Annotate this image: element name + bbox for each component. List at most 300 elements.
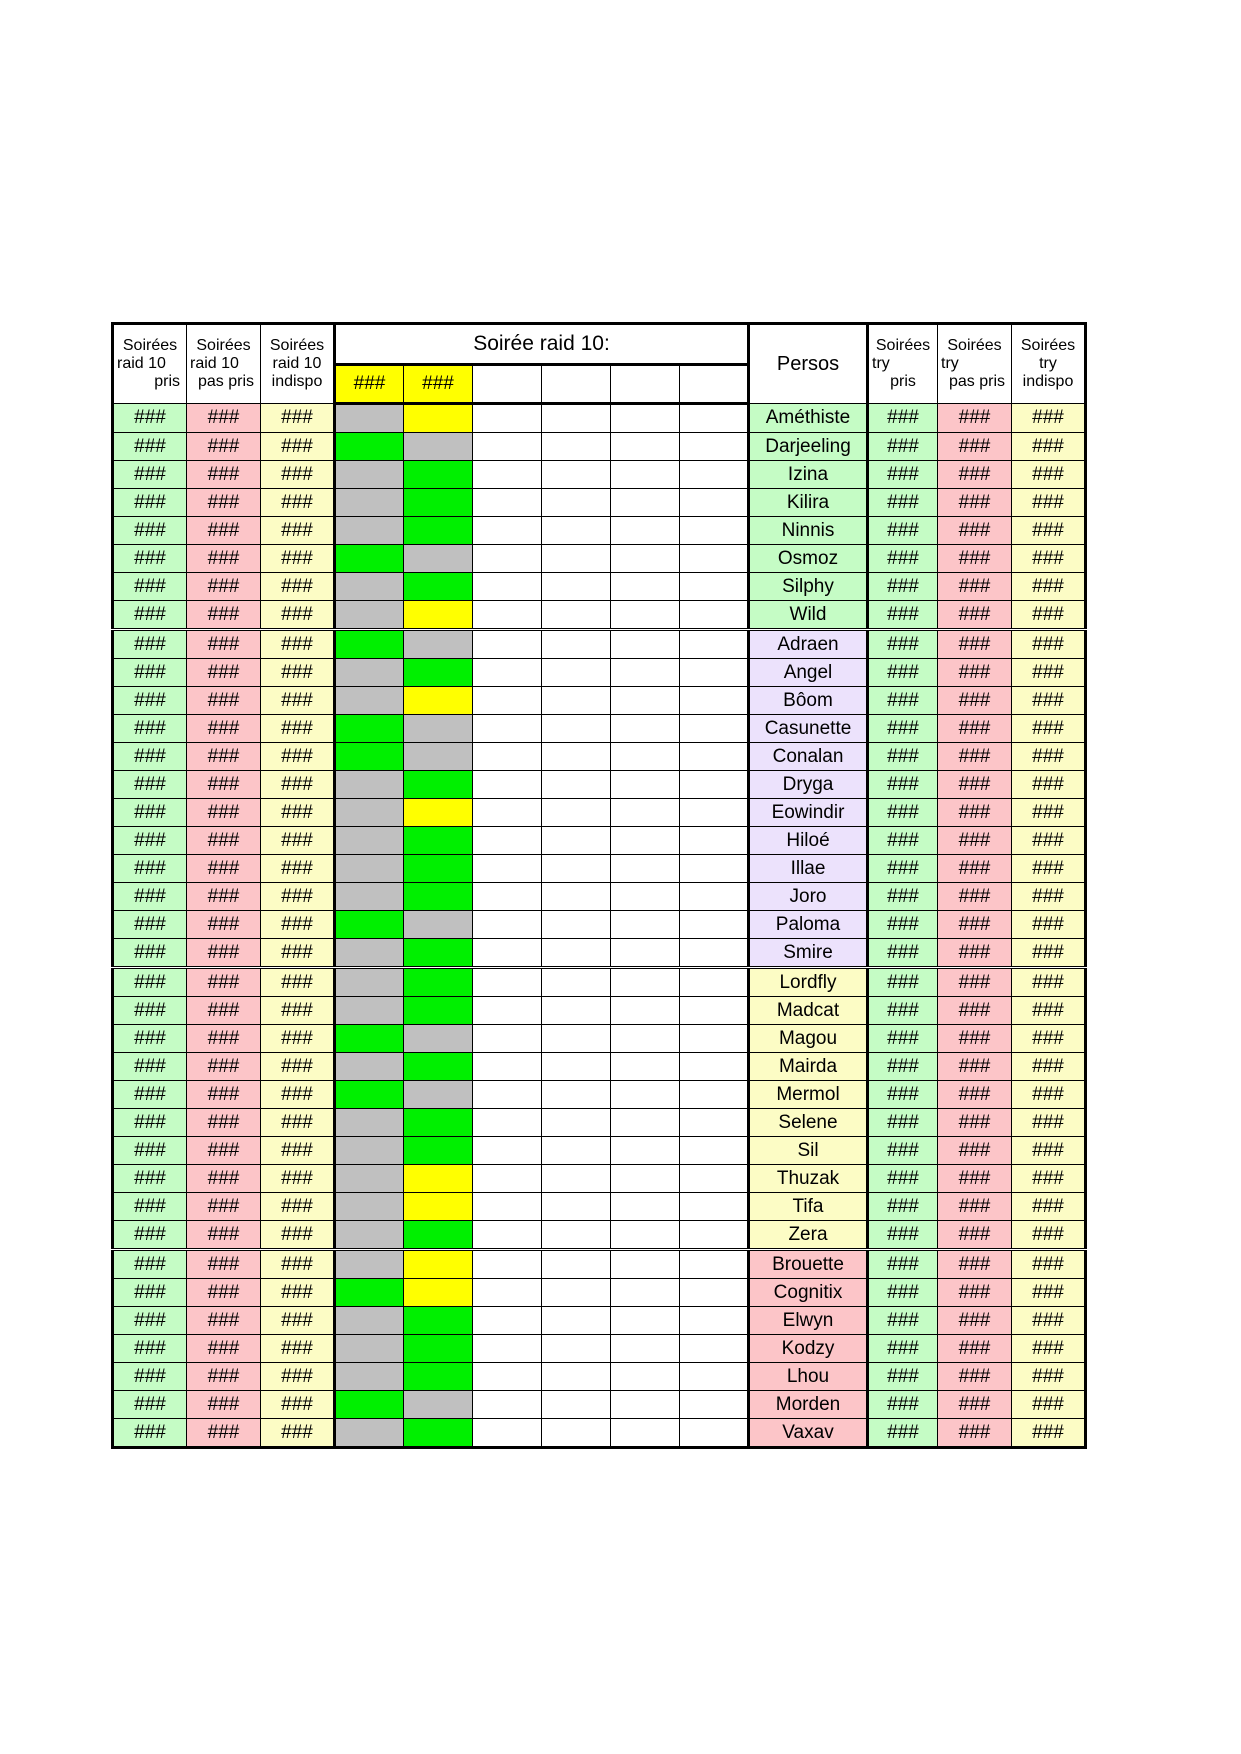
- perso-name: Ninnis: [749, 517, 868, 545]
- status-cell-6[interactable]: [680, 715, 749, 743]
- status-cell-5[interactable]: [611, 404, 680, 433]
- status-cell-4[interactable]: [542, 939, 611, 968]
- status-cell-6[interactable]: [680, 687, 749, 715]
- raid-pris-cell: ###: [113, 573, 187, 601]
- status-cell-4[interactable]: [542, 1193, 611, 1221]
- status-cell-4[interactable]: [542, 771, 611, 799]
- status-cell-5[interactable]: [611, 911, 680, 939]
- status-cell-1[interactable]: [335, 855, 404, 883]
- status-cell-5[interactable]: [611, 715, 680, 743]
- status-cell-2[interactable]: [404, 1109, 473, 1137]
- status-cell-4[interactable]: [542, 715, 611, 743]
- date-cell-1[interactable]: ###: [335, 365, 404, 404]
- status-cell-2[interactable]: [404, 1081, 473, 1109]
- status-cell-4[interactable]: [542, 1250, 611, 1279]
- status-cell-6[interactable]: [680, 1221, 749, 1250]
- try-pris-cell: ###: [868, 1137, 938, 1165]
- status-cell-6[interactable]: [680, 1053, 749, 1081]
- status-cell-1[interactable]: [335, 1307, 404, 1335]
- status-cell-3[interactable]: [473, 1279, 542, 1307]
- status-cell-2[interactable]: [404, 968, 473, 997]
- status-cell-6[interactable]: [680, 433, 749, 461]
- status-cell-5[interactable]: [611, 517, 680, 545]
- status-cell-1[interactable]: [335, 771, 404, 799]
- perso-name: Bôom: [749, 687, 868, 715]
- status-cell-4[interactable]: [542, 489, 611, 517]
- status-cell-4[interactable]: [542, 1221, 611, 1250]
- status-cell-2[interactable]: [404, 573, 473, 601]
- raid-pris-cell: ###: [113, 715, 187, 743]
- status-cell-2[interactable]: [404, 1250, 473, 1279]
- status-cell-2[interactable]: [404, 433, 473, 461]
- status-cell-6[interactable]: [680, 1363, 749, 1391]
- try-pas-pris-cell: ###: [938, 630, 1012, 659]
- try-pris-cell: ###: [868, 968, 938, 997]
- raid-pas-pris-cell: ###: [187, 573, 261, 601]
- status-cell-3[interactable]: [473, 461, 542, 489]
- table-row: [113, 1193, 1086, 1221]
- perso-name: Thuzak: [749, 1165, 868, 1193]
- status-cell-1[interactable]: [335, 517, 404, 545]
- status-cell-4[interactable]: [542, 433, 611, 461]
- status-cell-3[interactable]: [473, 939, 542, 968]
- status-cell-1[interactable]: [335, 1137, 404, 1165]
- status-cell-2[interactable]: [404, 883, 473, 911]
- status-cell-3[interactable]: [473, 1391, 542, 1419]
- status-cell-4[interactable]: [542, 630, 611, 659]
- raid-pas-pris-cell: ###: [187, 433, 261, 461]
- status-cell-1[interactable]: [335, 1193, 404, 1221]
- status-cell-6[interactable]: [680, 1081, 749, 1109]
- status-cell-4[interactable]: [542, 968, 611, 997]
- table-row: [113, 404, 1086, 433]
- raid-indispo-cell: ###: [261, 1137, 335, 1165]
- status-cell-6[interactable]: [680, 573, 749, 601]
- try-pris-cell: ###: [868, 715, 938, 743]
- status-cell-6[interactable]: [680, 1165, 749, 1193]
- status-cell-3[interactable]: [473, 827, 542, 855]
- raid-pas-pris-cell: ###: [187, 799, 261, 827]
- status-cell-2[interactable]: [404, 461, 473, 489]
- status-cell-3[interactable]: [473, 1109, 542, 1137]
- try-pas-pris-cell: ###: [938, 771, 1012, 799]
- try-pris-cell: ###: [868, 855, 938, 883]
- status-cell-4[interactable]: [542, 1279, 611, 1307]
- status-cell-1[interactable]: [335, 659, 404, 687]
- status-cell-5[interactable]: [611, 1221, 680, 1250]
- status-cell-4[interactable]: [542, 461, 611, 489]
- status-cell-1[interactable]: [335, 630, 404, 659]
- status-cell-1[interactable]: [335, 799, 404, 827]
- status-cell-4[interactable]: [542, 1419, 611, 1448]
- status-cell-2[interactable]: [404, 1335, 473, 1363]
- perso-name: Casunette: [749, 715, 868, 743]
- status-cell-1[interactable]: [335, 1279, 404, 1307]
- table-row: [113, 939, 1086, 968]
- status-cell-2[interactable]: [404, 1391, 473, 1419]
- raid-indispo-cell: ###: [261, 1053, 335, 1081]
- status-cell-4[interactable]: [542, 827, 611, 855]
- try-pris-cell: ###: [868, 1363, 938, 1391]
- status-cell-6[interactable]: [680, 968, 749, 997]
- status-cell-5[interactable]: [611, 1053, 680, 1081]
- status-cell-2[interactable]: [404, 1165, 473, 1193]
- status-cell-1[interactable]: [335, 715, 404, 743]
- status-cell-1[interactable]: [335, 461, 404, 489]
- status-cell-6[interactable]: [680, 1391, 749, 1419]
- status-cell-5[interactable]: [611, 630, 680, 659]
- status-cell-5[interactable]: [611, 1193, 680, 1221]
- status-cell-6[interactable]: [680, 1109, 749, 1137]
- status-cell-1[interactable]: [335, 1221, 404, 1250]
- status-cell-2[interactable]: [404, 1221, 473, 1250]
- status-cell-6[interactable]: [680, 1193, 749, 1221]
- status-cell-2[interactable]: [404, 997, 473, 1025]
- status-cell-5[interactable]: [611, 1419, 680, 1448]
- status-cell-5[interactable]: [611, 771, 680, 799]
- status-cell-2[interactable]: [404, 1193, 473, 1221]
- status-cell-5[interactable]: [611, 1335, 680, 1363]
- status-cell-3[interactable]: [473, 433, 542, 461]
- status-cell-4[interactable]: [542, 659, 611, 687]
- status-cell-3[interactable]: [473, 743, 542, 771]
- date-cell-2[interactable]: ###: [404, 365, 473, 404]
- status-cell-1[interactable]: [335, 743, 404, 771]
- status-cell-2[interactable]: [404, 489, 473, 517]
- date-cell-5[interactable]: [611, 365, 680, 404]
- status-cell-4[interactable]: [542, 799, 611, 827]
- status-cell-3[interactable]: [473, 883, 542, 911]
- date-cell-6[interactable]: [680, 365, 749, 404]
- status-cell-5[interactable]: [611, 855, 680, 883]
- status-cell-1[interactable]: [335, 1165, 404, 1193]
- status-cell-5[interactable]: [611, 743, 680, 771]
- status-cell-2[interactable]: [404, 687, 473, 715]
- status-cell-4[interactable]: [542, 573, 611, 601]
- status-cell-5[interactable]: [611, 1363, 680, 1391]
- status-cell-5[interactable]: [611, 545, 680, 573]
- status-cell-6[interactable]: [680, 743, 749, 771]
- raid-indispo-cell: ###: [261, 883, 335, 911]
- raid-pris-cell: ###: [113, 433, 187, 461]
- status-cell-6[interactable]: [680, 461, 749, 489]
- raid-indispo-cell: ###: [261, 968, 335, 997]
- raid-pris-cell: ###: [113, 1250, 187, 1279]
- status-cell-1[interactable]: [335, 433, 404, 461]
- status-cell-3[interactable]: [473, 997, 542, 1025]
- status-cell-2[interactable]: [404, 715, 473, 743]
- raid-pris-cell: ###: [113, 1193, 187, 1221]
- status-cell-1[interactable]: [335, 1391, 404, 1419]
- status-cell-4[interactable]: [542, 997, 611, 1025]
- status-cell-5[interactable]: [611, 1081, 680, 1109]
- status-cell-1[interactable]: [335, 968, 404, 997]
- raid-indispo-cell: ###: [261, 771, 335, 799]
- status-cell-4[interactable]: [542, 1109, 611, 1137]
- status-cell-6[interactable]: [680, 939, 749, 968]
- status-cell-5[interactable]: [611, 1307, 680, 1335]
- header-try-indispo: [1012, 324, 1086, 404]
- raid-pris-cell: ###: [113, 883, 187, 911]
- status-cell-6[interactable]: [680, 517, 749, 545]
- raid-indispo-cell: ###: [261, 433, 335, 461]
- header-text: indispo: [271, 373, 323, 390]
- status-cell-5[interactable]: [611, 939, 680, 968]
- status-cell-1[interactable]: [335, 997, 404, 1025]
- status-cell-5[interactable]: [611, 1391, 680, 1419]
- status-cell-6[interactable]: [680, 1279, 749, 1307]
- status-cell-1[interactable]: [335, 827, 404, 855]
- perso-name: Sil: [749, 1137, 868, 1165]
- status-cell-4[interactable]: [542, 404, 611, 433]
- status-cell-2[interactable]: [404, 545, 473, 573]
- table-row: [113, 461, 1086, 489]
- perso-name: Joro: [749, 883, 868, 911]
- status-cell-3[interactable]: [473, 715, 542, 743]
- table-row: [113, 1137, 1086, 1165]
- status-cell-1[interactable]: [335, 687, 404, 715]
- status-cell-6[interactable]: [680, 911, 749, 939]
- status-cell-1[interactable]: [335, 1419, 404, 1448]
- header-text: Soirées: [1020, 337, 1076, 354]
- raid-pris-cell: ###: [113, 939, 187, 968]
- status-cell-2[interactable]: [404, 743, 473, 771]
- status-cell-3[interactable]: [473, 1025, 542, 1053]
- raid-pris-cell: ###: [113, 461, 187, 489]
- status-cell-6[interactable]: [680, 1025, 749, 1053]
- status-cell-1[interactable]: [335, 911, 404, 939]
- status-cell-5[interactable]: [611, 799, 680, 827]
- status-cell-3[interactable]: [473, 630, 542, 659]
- status-cell-4[interactable]: [542, 1363, 611, 1391]
- status-cell-4[interactable]: [542, 1053, 611, 1081]
- status-cell-3[interactable]: [473, 489, 542, 517]
- status-cell-6[interactable]: [680, 883, 749, 911]
- status-cell-4[interactable]: [542, 1081, 611, 1109]
- try-indispo-cell: ###: [1012, 601, 1086, 630]
- status-cell-1[interactable]: [335, 545, 404, 573]
- status-cell-3[interactable]: [473, 1363, 542, 1391]
- status-cell-6[interactable]: [680, 1335, 749, 1363]
- perso-name: Mairda: [749, 1053, 868, 1081]
- status-cell-4[interactable]: [542, 1335, 611, 1363]
- status-cell-3[interactable]: [473, 1419, 542, 1448]
- raid-indispo-cell: ###: [261, 601, 335, 630]
- try-indispo-cell: ###: [1012, 630, 1086, 659]
- try-pris-cell: ###: [868, 1109, 938, 1137]
- status-cell-6[interactable]: [680, 489, 749, 517]
- status-cell-6[interactable]: [680, 545, 749, 573]
- try-indispo-cell: ###: [1012, 1250, 1086, 1279]
- perso-name: Madcat: [749, 997, 868, 1025]
- status-cell-1[interactable]: [335, 404, 404, 433]
- header-text: pris: [154, 373, 180, 390]
- status-cell-4[interactable]: [542, 743, 611, 771]
- perso-name: Morden: [749, 1391, 868, 1419]
- status-cell-3[interactable]: [473, 573, 542, 601]
- status-cell-2[interactable]: [404, 1279, 473, 1307]
- status-cell-2[interactable]: [404, 517, 473, 545]
- date-cell-4[interactable]: [542, 365, 611, 404]
- status-cell-1[interactable]: [335, 1250, 404, 1279]
- status-cell-5[interactable]: [611, 1250, 680, 1279]
- status-cell-5[interactable]: [611, 883, 680, 911]
- status-cell-2[interactable]: [404, 939, 473, 968]
- status-cell-3[interactable]: [473, 517, 542, 545]
- status-cell-5[interactable]: [611, 659, 680, 687]
- status-cell-6[interactable]: [680, 1137, 749, 1165]
- status-cell-6[interactable]: [680, 630, 749, 659]
- status-cell-2[interactable]: [404, 1137, 473, 1165]
- status-cell-6[interactable]: [680, 1307, 749, 1335]
- status-cell-3[interactable]: [473, 1307, 542, 1335]
- status-cell-1[interactable]: [335, 1335, 404, 1363]
- status-cell-3[interactable]: [473, 1250, 542, 1279]
- try-pas-pris-cell: ###: [938, 461, 1012, 489]
- status-cell-3[interactable]: [473, 1053, 542, 1081]
- status-cell-5[interactable]: [611, 573, 680, 601]
- status-cell-4[interactable]: [542, 911, 611, 939]
- status-cell-1[interactable]: [335, 1363, 404, 1391]
- raid-indispo-cell: ###: [261, 517, 335, 545]
- status-cell-2[interactable]: [404, 771, 473, 799]
- status-cell-6[interactable]: [680, 601, 749, 630]
- status-cell-5[interactable]: [611, 1279, 680, 1307]
- status-cell-3[interactable]: [473, 1165, 542, 1193]
- status-cell-1[interactable]: [335, 573, 404, 601]
- status-cell-3[interactable]: [473, 1193, 542, 1221]
- status-cell-4[interactable]: [542, 1137, 611, 1165]
- status-cell-4[interactable]: [542, 545, 611, 573]
- status-cell-5[interactable]: [611, 687, 680, 715]
- status-cell-1[interactable]: [335, 1025, 404, 1053]
- status-cell-3[interactable]: [473, 1221, 542, 1250]
- status-cell-1[interactable]: [335, 601, 404, 630]
- status-cell-3[interactable]: [473, 404, 542, 433]
- raid-indispo-cell: ###: [261, 1109, 335, 1137]
- status-cell-2[interactable]: [404, 911, 473, 939]
- try-pris-cell: ###: [868, 1279, 938, 1307]
- status-cell-1[interactable]: [335, 1053, 404, 1081]
- raid-indispo-cell: ###: [261, 799, 335, 827]
- perso-name: Kilira: [749, 489, 868, 517]
- status-cell-4[interactable]: [542, 517, 611, 545]
- status-cell-3[interactable]: [473, 1335, 542, 1363]
- status-cell-3[interactable]: [473, 968, 542, 997]
- status-cell-2[interactable]: [404, 404, 473, 433]
- status-cell-2[interactable]: [404, 799, 473, 827]
- status-cell-6[interactable]: [680, 1250, 749, 1279]
- status-cell-6[interactable]: [680, 997, 749, 1025]
- status-cell-2[interactable]: [404, 1419, 473, 1448]
- status-cell-6[interactable]: [680, 771, 749, 799]
- status-cell-5[interactable]: [611, 1025, 680, 1053]
- raid-pris-cell: ###: [113, 601, 187, 630]
- try-pris-cell: ###: [868, 1193, 938, 1221]
- try-indispo-cell: ###: [1012, 968, 1086, 997]
- status-cell-4[interactable]: [542, 1025, 611, 1053]
- table-row: [113, 911, 1086, 939]
- status-cell-4[interactable]: [542, 1391, 611, 1419]
- raid-pris-cell: ###: [113, 404, 187, 433]
- raid-pas-pris-cell: ###: [187, 1165, 261, 1193]
- status-cell-5[interactable]: [611, 997, 680, 1025]
- try-pris-cell: ###: [868, 659, 938, 687]
- status-cell-5[interactable]: [611, 827, 680, 855]
- status-cell-3[interactable]: [473, 1137, 542, 1165]
- status-cell-2[interactable]: [404, 1363, 473, 1391]
- status-cell-1[interactable]: [335, 489, 404, 517]
- status-cell-4[interactable]: [542, 601, 611, 630]
- status-cell-1[interactable]: [335, 1081, 404, 1109]
- status-cell-6[interactable]: [680, 404, 749, 433]
- status-cell-4[interactable]: [542, 1165, 611, 1193]
- status-cell-5[interactable]: [611, 1109, 680, 1137]
- raid-indispo-cell: ###: [261, 573, 335, 601]
- status-cell-5[interactable]: [611, 1137, 680, 1165]
- raid-pris-cell: ###: [113, 968, 187, 997]
- date-cell-3[interactable]: [473, 365, 542, 404]
- status-cell-3[interactable]: [473, 911, 542, 939]
- table-row: [113, 545, 1086, 573]
- status-cell-2[interactable]: [404, 827, 473, 855]
- status-cell-2[interactable]: [404, 1307, 473, 1335]
- status-cell-2[interactable]: [404, 659, 473, 687]
- status-cell-3[interactable]: [473, 1081, 542, 1109]
- status-cell-1[interactable]: [335, 939, 404, 968]
- status-cell-3[interactable]: [473, 687, 542, 715]
- status-cell-3[interactable]: [473, 545, 542, 573]
- try-pris-cell: ###: [868, 687, 938, 715]
- status-cell-4[interactable]: [542, 687, 611, 715]
- status-cell-3[interactable]: [473, 855, 542, 883]
- status-cell-6[interactable]: [680, 799, 749, 827]
- perso-name: Mermol: [749, 1081, 868, 1109]
- status-cell-2[interactable]: [404, 1053, 473, 1081]
- status-cell-4[interactable]: [542, 883, 611, 911]
- status-cell-3[interactable]: [473, 771, 542, 799]
- status-cell-6[interactable]: [680, 659, 749, 687]
- try-pris-cell: ###: [868, 939, 938, 968]
- status-cell-6[interactable]: [680, 1419, 749, 1448]
- status-cell-5[interactable]: [611, 601, 680, 630]
- status-cell-2[interactable]: [404, 855, 473, 883]
- status-cell-5[interactable]: [611, 1165, 680, 1193]
- status-cell-4[interactable]: [542, 1307, 611, 1335]
- status-cell-2[interactable]: [404, 601, 473, 630]
- status-cell-5[interactable]: [611, 968, 680, 997]
- status-cell-3[interactable]: [473, 601, 542, 630]
- status-cell-5[interactable]: [611, 489, 680, 517]
- status-cell-2[interactable]: [404, 1025, 473, 1053]
- status-cell-4[interactable]: [542, 855, 611, 883]
- status-cell-1[interactable]: [335, 1109, 404, 1137]
- status-cell-2[interactable]: [404, 630, 473, 659]
- try-pas-pris-cell: ###: [938, 1391, 1012, 1419]
- header-text: pas pris: [948, 373, 1005, 390]
- try-indispo-cell: ###: [1012, 573, 1086, 601]
- status-cell-5[interactable]: [611, 433, 680, 461]
- status-cell-6[interactable]: [680, 855, 749, 883]
- status-cell-1[interactable]: [335, 883, 404, 911]
- status-cell-5[interactable]: [611, 461, 680, 489]
- status-cell-3[interactable]: [473, 659, 542, 687]
- status-cell-6[interactable]: [680, 827, 749, 855]
- status-cell-3[interactable]: [473, 799, 542, 827]
- try-indispo-cell: ###: [1012, 1193, 1086, 1221]
- perso-name: Dryga: [749, 771, 868, 799]
- try-pas-pris-cell: ###: [938, 659, 1012, 687]
